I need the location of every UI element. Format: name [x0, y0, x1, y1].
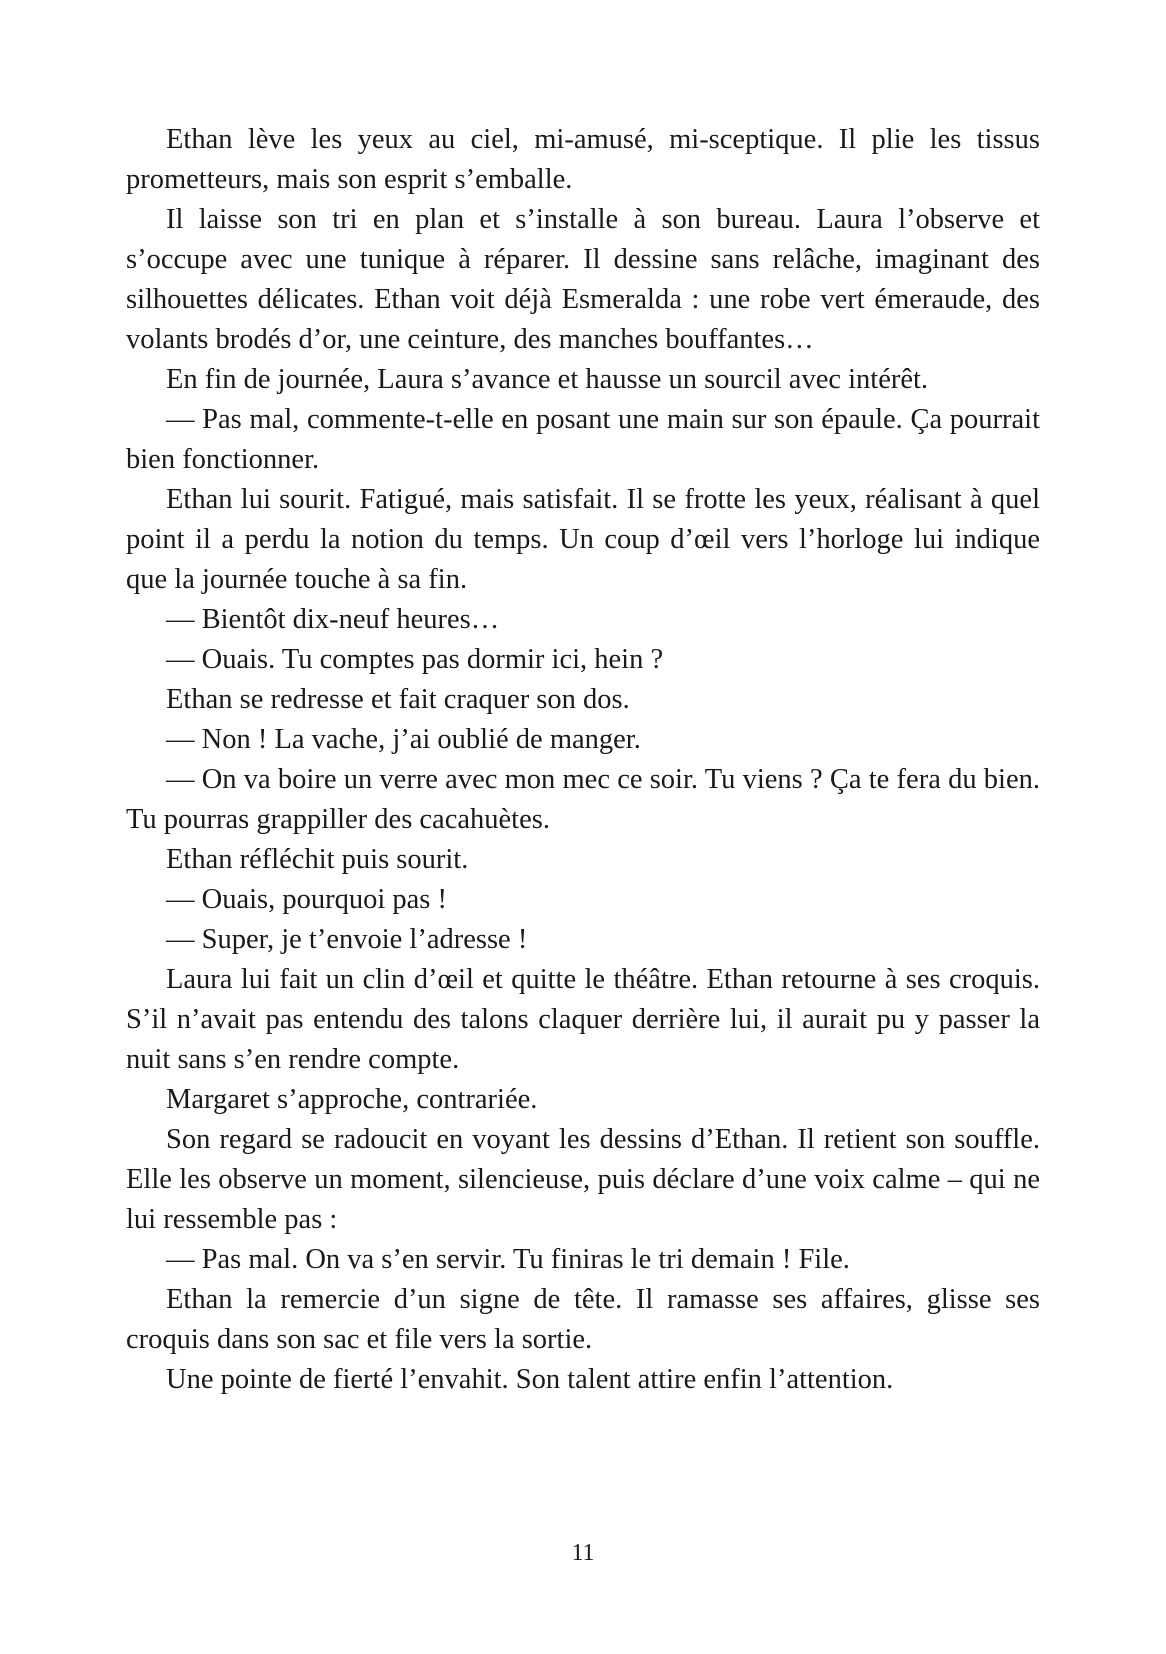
- paragraph: Son regard se radoucit en voyant les dessins d’Ethan. Il retient son souffle. Elle les observe un moment, silencieuse, puis déclare d’une voix calme – qui ne lui ressemble pas :: [126, 1124, 1040, 1235]
- paragraph: Il laisse son tri en plan et s’installe à son bureau. Laura l’observe et s’occupe avec une tunique à réparer. Il dessine sans relâche, imaginant des silhouettes délicates. Ethan voit déjà Esmeralda : une robe vert émeraude, des volants brodés d’or, une ceinture, des manches bouffantes…: [126, 204, 1040, 355]
- paragraph: — Bientôt dix-neuf heures…: [166, 604, 500, 635]
- paragraph: — On va boire un verre avec mon mec ce soir. Tu viens ? Ça te fera du bien. Tu pourras grappiller des cacahuètes.: [126, 764, 1040, 835]
- paragraph: Ethan réfléchit puis sourit.: [166, 844, 469, 875]
- paragraph: — Non ! La vache, j’ai oublié de manger.: [166, 724, 641, 755]
- paragraph: Ethan se redresse et fait craquer son dos.: [166, 684, 630, 715]
- paragraph: Laura lui fait un clin d’œil et quitte le théâtre. Ethan retourne à ses croquis. S’il n’avait pas entendu des talons claquer derrière lui, il aurait pu y passer la nuit sans s’en rendre compte.: [126, 964, 1040, 1075]
- paragraph: — Ouais, pourquoi pas !: [166, 884, 448, 915]
- paragraph: — Pas mal. On va s’en servir. Tu finiras le tri demain ! File.: [166, 1244, 850, 1275]
- paragraph: Ethan lève les yeux au ciel, mi-amusé, mi-sceptique. Il plie les tissus prometteurs, mais son esprit s’emballe.: [126, 124, 1040, 195]
- paragraph: — Ouais. Tu comptes pas dormir ici, hein ?: [166, 644, 664, 675]
- paragraph: Ethan lui sourit. Fatigué, mais satisfait. Il se frotte les yeux, réalisant à quel point il a perdu la notion du temps. Un coup d’œil vers l’horloge lui indique que la journée touche à sa fin.: [126, 484, 1040, 595]
- paragraph: Margaret s’approche, contrariée.: [166, 1084, 538, 1115]
- paragraph: Ethan la remercie d’un signe de tête. Il ramasse ses affaires, glisse ses croquis dans son sac et file vers la sortie.: [126, 1284, 1040, 1355]
- paragraph: — Super, je t’envoie l’adresse !: [166, 924, 528, 955]
- paragraph: Une pointe de fierté l’envahit. Son talent attire enfin l’attention.: [166, 1364, 894, 1395]
- body-text: [126, 120, 1040, 1400]
- page-number: 11: [571, 1540, 595, 1566]
- paragraph: En fin de journée, Laura s’avance et hausse un sourcil avec intérêt.: [166, 364, 929, 395]
- paragraph: — Pas mal, commente-t-elle en posant une main sur son épaule. Ça pourrait bien fonctionner.: [126, 404, 1040, 475]
